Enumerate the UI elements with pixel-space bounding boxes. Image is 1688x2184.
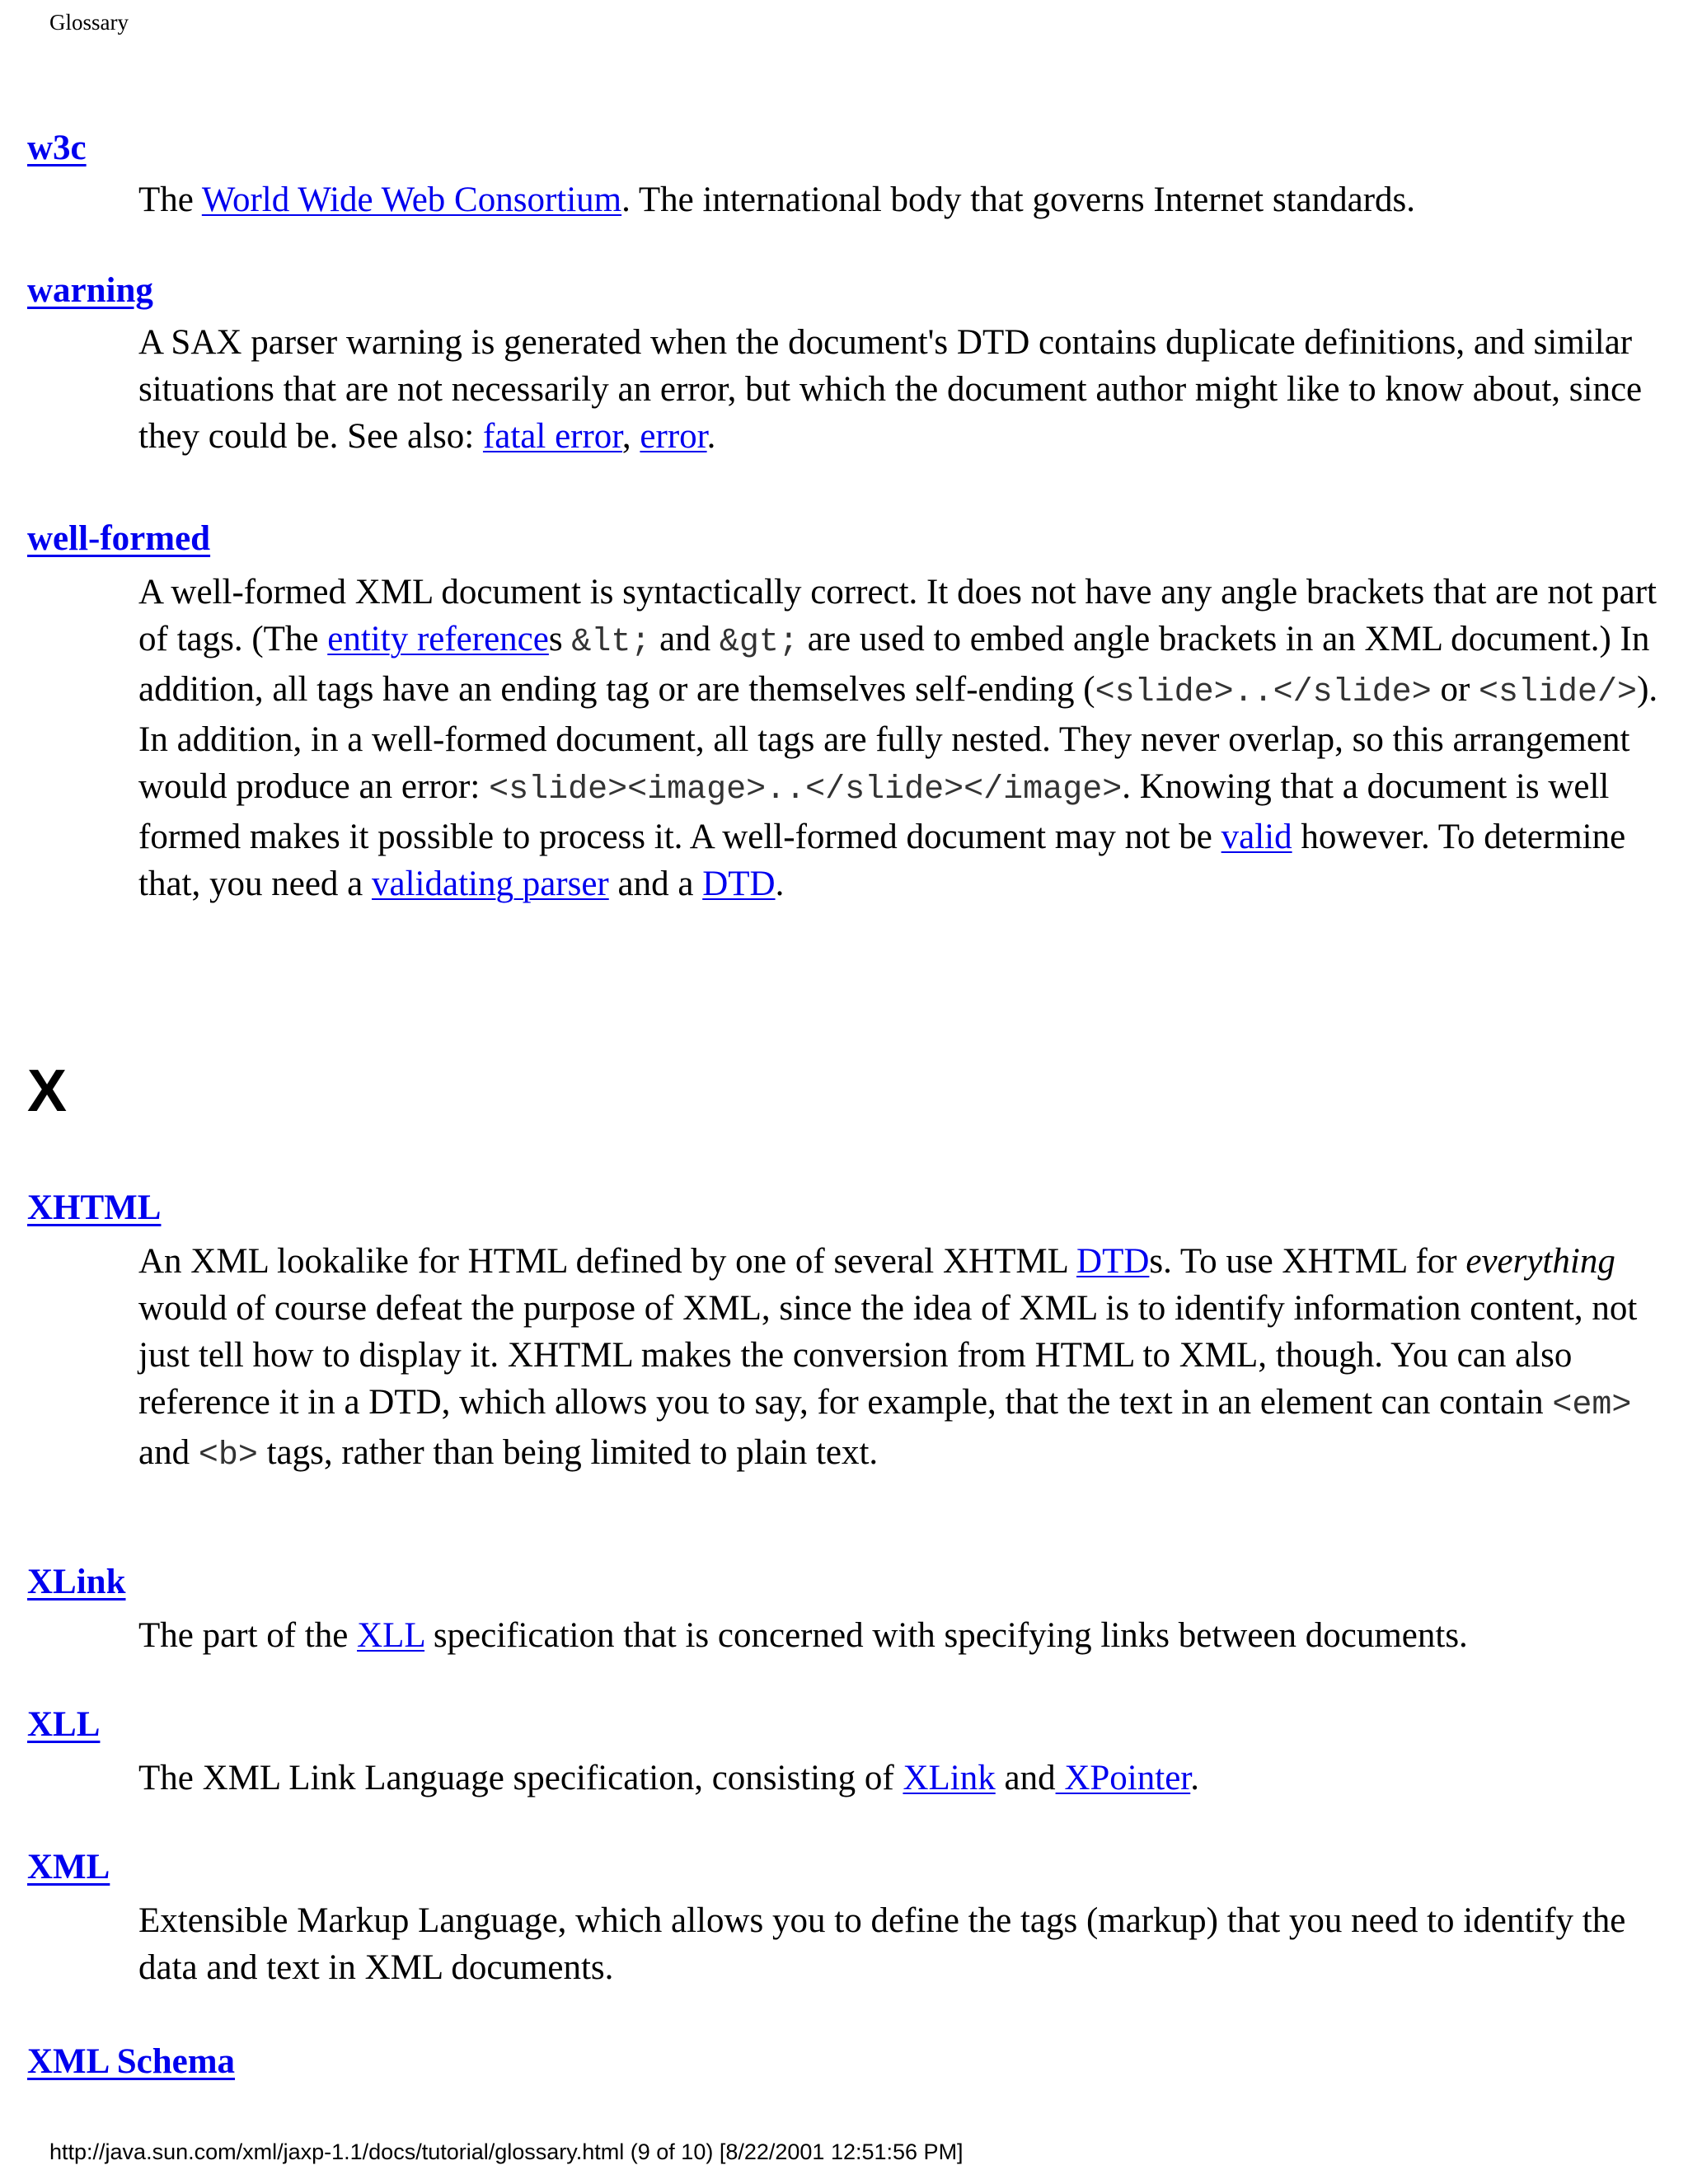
link-error[interactable]: error <box>640 417 707 456</box>
page-footer-url: http://java.sun.com/xml/jaxp-1.1/docs/tutorial/glossary.html (9 of 10) [8/22/2001 12:51:56 PM] <box>49 2139 964 2164</box>
link-world-wide-web-consortium[interactable]: World Wide Web Consortium <box>201 180 622 219</box>
definition-well-formed: A well-formed XML document is syntactically correct. It does not have any angle brackets that are not part of tags. (The entity references &lt; and &gt; are used to embed angle brackets in an XML document.) In addition, all tags have an ending tag or are themselves self-ending (<slide>..</slide> or <slide/>). In addition, in a well-formed document, all tags are fully nested. They never overlap, so this arrangement would produce an error: <slide><image>..</slide></image>. Knowing that a document is well formed makes it possible to process it. A well-formed document may not be valid however. To determine that, you need a validating parser and a DTD. <box>138 573 1658 903</box>
link-entity-reference[interactable]: entity reference <box>327 620 549 658</box>
definition-xhtml: An XML lookalike for HTML defined by one of several XHTML DTDs. To use XHTML for everything would of course defeat the purpose of XML, since the idea of XML is to identify information content, not just tell how to display it. XHTML makes the conversion from HTML to XML, though. You can also reference it in a DTD, which allows you to say, for example, that the text in an element can contain <em> and <b> tags, rather than being limited to plain text. <box>138 1242 1638 1474</box>
term-w3c[interactable]: w3c <box>27 129 87 167</box>
definition-w3c: The World Wide Web Consortium. The international body that governs Internet standards. <box>138 180 1416 219</box>
link-xll[interactable]: XLL <box>357 1616 425 1655</box>
term-xhtml[interactable]: XHTML <box>27 1188 162 1227</box>
definition-xlink: The part of the XLL specification that is concerned with specifying links between documents. <box>138 1616 1468 1655</box>
term-xll[interactable]: XLL <box>27 1705 101 1744</box>
term-xml-schema[interactable]: XML Schema <box>27 2042 236 2081</box>
term-xml[interactable]: XML <box>27 1848 110 1886</box>
section-heading-x: X <box>27 1058 68 1124</box>
link-dtd[interactable]: DTD <box>1076 1242 1150 1281</box>
link-xpointer[interactable]: XPointer <box>1055 1759 1191 1797</box>
link-validating-parser[interactable]: validating parser <box>372 865 609 903</box>
link-valid[interactable]: valid <box>1221 818 1292 856</box>
term-xlink[interactable]: XLink <box>27 1563 126 1601</box>
term-warning[interactable]: warning <box>27 271 153 310</box>
definition-xll: The XML Link Language specification, consisting of XLink and XPointer. <box>138 1759 1199 1797</box>
page-header-title: Glossary <box>49 10 129 35</box>
definition-xml: Extensible Markup Language, which allows you to define the tags (markup) that you need to identify the data and text in XML documents. <box>138 1901 1626 1987</box>
link-fatal-error[interactable]: fatal error <box>482 417 622 456</box>
link-xlink[interactable]: XLink <box>903 1759 996 1797</box>
definition-warning: A SAX parser warning is generated when the document's DTD contains duplicate definitions, and similar situations that are not necessarily an error, but which the document author might like to know about, since they could be. See also: fatal error, error. <box>138 323 1643 456</box>
term-well-formed[interactable]: well-formed <box>27 519 211 558</box>
link-dtd[interactable]: DTD <box>702 865 776 903</box>
